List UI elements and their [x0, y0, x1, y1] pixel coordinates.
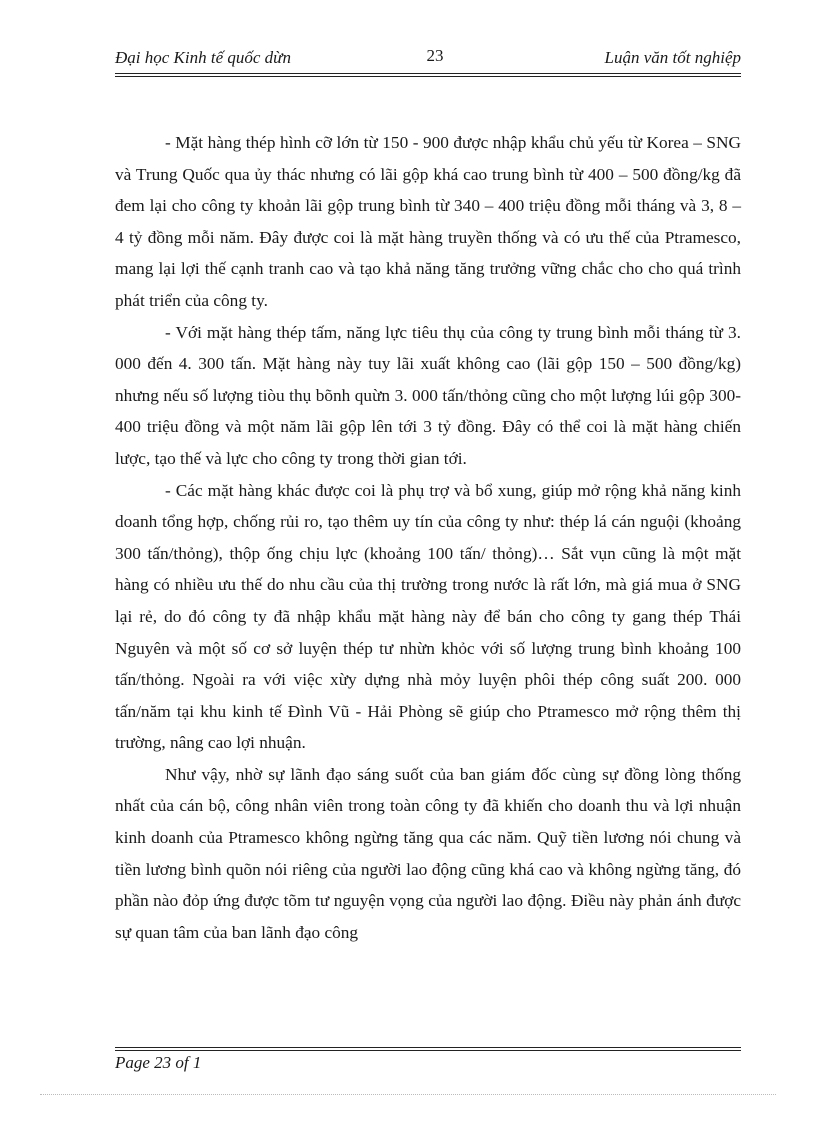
- page-header: [115, 44, 741, 74]
- body-text: [115, 127, 741, 948]
- header-page-number: 23: [426, 46, 444, 65]
- header-thesis-label: Luận văn tốt nghiệp: [604, 48, 741, 67]
- footer-rule-top: [115, 1047, 741, 1048]
- header-rule-thick: [115, 73, 741, 74]
- footer-rule-bottom: [115, 1050, 741, 1051]
- paragraph-thep-hinh: - Mặt hàng thép hình cỡ lớn từ 150 - 900 được nhập khẩu chủ yếu từ Korea – SNG và Trung Quốc qua ủy thác nhưng có lãi gộp khá cao trung bình từ 400 – 500 đồng/kg đã đem lại cho công ty khoản lãi gộp trung bình từ 340 – 400 triệu đồng mỗi tháng và 3, 8 – 4 tỷ đồng mỗi năm. Đây được coi là mặt hàng truyền thống và có ưu thế của Ptramesco, mang lại lợi thế cạnh tranh cao và tạo khả năng tăng trưởng vững chắc cho cho quá trình phát triển của công ty.: [115, 133, 741, 310]
- header-rule-thin: [115, 76, 741, 77]
- paragraph-thep-tam: - Với mặt hàng thép tấm, năng lực tiêu thụ của công ty trung bình mỗi tháng từ 3. 000 đến 4. 300 tấn. Mặt hàng này tuy lãi xuất không cao (lãi gộp 150 – 500 đồng/kg) nhưng nếu số lượng tiòu thụ bõnh quừn 3. 000 tấn/thỏng cũng cho một lượng lúi gộp 300-400 triệu đồng và một năm lãi gộp lên tới 3 tỷ đồng. Đây có thể coi là mặt hàng chiến lược, tạo thế và lực cho công ty trong thời gian tới.: [115, 322, 741, 468]
- paragraph-nhu-vay: Như vậy, nhờ sự lãnh đạo sáng suốt của ban giám đốc cùng sự đồng lòng thống nhất của cán bộ, công nhân viên trong toàn công ty đã khiến cho doanh thu và lợi nhuận kinh doanh của Ptramesco không ngừng tăng qua các năm. Quỹ tiền lương nói chung và tiền lương bình quõn nói riêng của người lao động cũng khá cao và không ngừng tăng, đó phần nào đỏp ứng được tõm tư nguyện vọng của người lao động. Điều này phản ánh được sự quan tâm của ban lãnh đạo công: [115, 764, 741, 942]
- paragraph-mat-hang-khac: - Các mặt hàng khác được coi là phụ trợ và bổ xung, giúp mở rộng khả năng kinh doanh tổng hợp, chống rủi ro, tạo thêm uy tín của công ty như: thép lá cán nguội (khoảng 300 tấn/thỏng), thộp ống chịu lực (khoảng 100 tấn/ thỏng)… Sắt vụn cũng là một mặt hàng có nhiều ưu thế do nhu cầu của thị trường trong nước là rất lớn, mà giá mua ở SNG lại rẻ, do đó công ty đã nhập khẩu mặt hàng này để bán cho công ty gang thép Thái Nguyên và một số cơ sở luyện thép tư nhừn khỏc với số lượng trung bình khoảng 100 tấn/thỏng. Ngoài ra với việc xừy dựng nhà mỏy luyện phôi thép công suất 200. 000 tấn/năm tại khu kinh tế Đình Vũ - Hải Phòng sẽ giúp cho Ptramesco mở rộng thêm thị trường, nâng cao lợi nhuận.: [115, 480, 741, 753]
- page-edge-dotted-line: [40, 1094, 776, 1095]
- header-university: Đại học Kinh tế quốc dừn: [115, 48, 291, 67]
- footer-page-label: Page 23 of 1: [115, 1053, 202, 1072]
